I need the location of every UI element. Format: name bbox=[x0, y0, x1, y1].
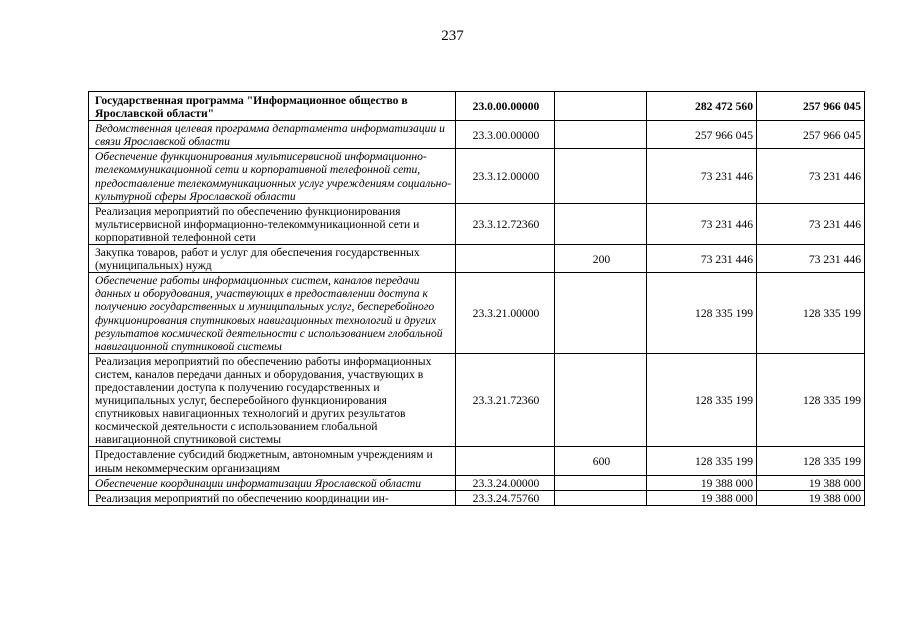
row-expense-type-cell bbox=[555, 273, 647, 354]
row-expense-type-cell bbox=[555, 92, 647, 121]
row-sum-1-cell: 128 335 199 bbox=[647, 353, 757, 447]
row-name-cell: Ведомственная целевая программа департамента информатизации и связи Ярославской области bbox=[89, 121, 456, 149]
table-row bbox=[89, 149, 865, 203]
budget-table-body bbox=[89, 92, 865, 506]
row-sum-1-cell: 73 231 446 bbox=[647, 203, 757, 244]
row-sum-2-cell: 73 231 446 bbox=[757, 203, 865, 244]
row-sum-1-cell: 73 231 446 bbox=[647, 149, 757, 203]
row-name-cell: Реализация мероприятий по обеспечению функционирования мультисервисной информационно-телекоммуникационной сети и корпоративной телефонной сети bbox=[89, 203, 456, 244]
page-number: 237 bbox=[441, 28, 464, 44]
row-sum-1-cell: 73 231 446 bbox=[647, 245, 757, 273]
row-sum-1-cell: 282 472 560 bbox=[647, 92, 757, 121]
row-sum-2-cell: 19 388 000 bbox=[757, 475, 865, 490]
row-name-cell: Обеспечение координации информатизации Ярославской области bbox=[89, 475, 456, 490]
row-expense-type-cell bbox=[555, 203, 647, 244]
row-code-cell: 23.3.21.72360 bbox=[456, 353, 555, 447]
budget-table bbox=[88, 91, 865, 506]
table-row bbox=[89, 245, 865, 273]
row-sum-2-cell: 128 335 199 bbox=[757, 353, 865, 447]
row-sum-1-cell: 128 335 199 bbox=[647, 273, 757, 354]
row-sum-1-cell: 128 335 199 bbox=[647, 447, 757, 475]
row-name-cell: Обеспечение функционирования мультисервисной информационно-телекоммуникационной сети и корпоративной телефонной сети, предоставление телекоммуникационных услуг учреждениям социально-культурной сферы Ярославской области bbox=[89, 149, 456, 203]
table-row bbox=[89, 92, 865, 121]
row-expense-type-cell bbox=[555, 121, 647, 149]
row-sum-2-cell: 73 231 446 bbox=[757, 149, 865, 203]
row-sum-1-cell: 257 966 045 bbox=[647, 121, 757, 149]
row-sum-2-cell: 128 335 199 bbox=[757, 273, 865, 354]
row-name-cell: Реализация мероприятий по обеспечению координации ин- bbox=[89, 490, 456, 505]
table-row bbox=[89, 353, 865, 447]
row-code-cell bbox=[456, 245, 555, 273]
row-sum-1-cell: 19 388 000 bbox=[647, 490, 757, 505]
row-code-cell: 23.3.12.72360 bbox=[456, 203, 555, 244]
row-sum-2-cell: 73 231 446 bbox=[757, 245, 865, 273]
row-code-cell: 23.3.21.00000 bbox=[456, 273, 555, 354]
row-name-cell: Закупка товаров, работ и услуг для обеспечения государственных (муниципальных) нужд bbox=[89, 245, 456, 273]
row-sum-2-cell: 257 966 045 bbox=[757, 92, 865, 121]
row-sum-2-cell: 257 966 045 bbox=[757, 121, 865, 149]
row-sum-2-cell: 128 335 199 bbox=[757, 447, 865, 475]
row-expense-type-cell bbox=[555, 149, 647, 203]
row-expense-type-cell: 200 bbox=[555, 245, 647, 273]
row-expense-type-cell bbox=[555, 353, 647, 447]
table-row bbox=[89, 273, 865, 354]
row-name-cell: Обеспечение работы информационных систем, каналов передачи данных и оборудования, участвующих в предоставлении доступа к получению государственных и муниципальных услуг, бесперебойного функционирования спутниковых навигационных технологий и других результатов космической деятельности с использованием глобальной навигационной спутниковой системы bbox=[89, 273, 456, 354]
row-expense-type-cell bbox=[555, 490, 647, 505]
row-code-cell bbox=[456, 447, 555, 475]
table-row bbox=[89, 121, 865, 149]
row-code-cell: 23.3.24.75760 bbox=[456, 490, 555, 505]
table-row bbox=[89, 203, 865, 244]
row-expense-type-cell: 600 bbox=[555, 447, 647, 475]
row-name-cell: Государственная программа "Информационное общество в Ярославской области" bbox=[89, 92, 456, 121]
row-sum-2-cell: 19 388 000 bbox=[757, 490, 865, 505]
table-row bbox=[89, 447, 865, 475]
row-name-cell: Предоставление субсидий бюджетным, автономным учреждениям и иным некоммерческим организациям bbox=[89, 447, 456, 475]
table-row bbox=[89, 475, 865, 490]
table-row bbox=[89, 490, 865, 505]
row-code-cell: 23.3.12.00000 bbox=[456, 149, 555, 203]
row-sum-1-cell: 19 388 000 bbox=[647, 475, 757, 490]
row-code-cell: 23.0.00.00000 bbox=[456, 92, 555, 121]
row-name-cell: Реализация мероприятий по обеспечению работы информационных систем, каналов передачи данных и оборудования, участвующих в предоставлении доступа к получению государственных и муниципальных услуг, бесперебойного функционирования спутниковых навигационных технологий и других результатов космической деятельности с использованием глобальной навигационной спутниковой системы bbox=[89, 353, 456, 447]
row-expense-type-cell bbox=[555, 475, 647, 490]
row-code-cell: 23.3.24.00000 bbox=[456, 475, 555, 490]
row-code-cell: 23.3.00.00000 bbox=[456, 121, 555, 149]
